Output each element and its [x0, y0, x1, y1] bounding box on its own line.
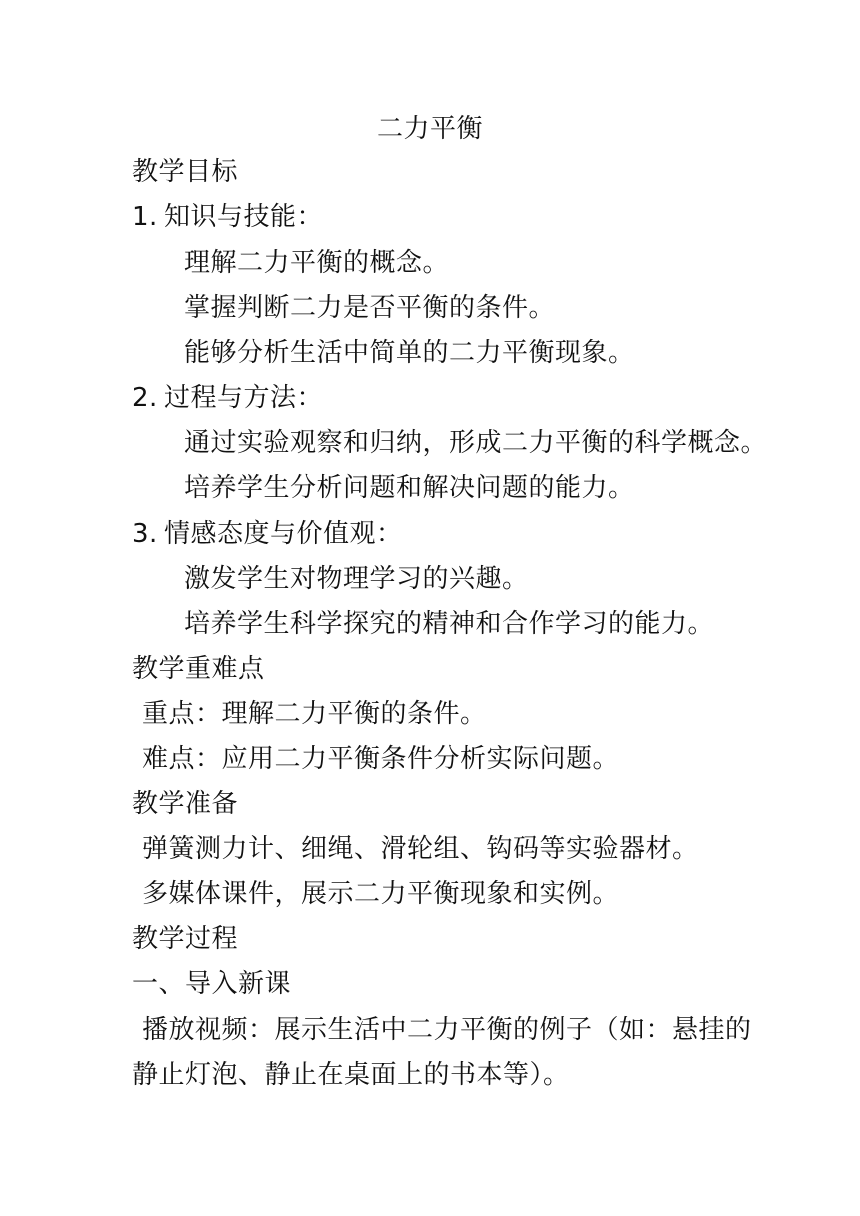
objective-3-label: 情感态度与价值观： — [164, 519, 403, 549]
objective-3-number: 3. — [132, 519, 158, 549]
process-subheading: 一、导入新课 — [132, 969, 292, 999]
key-points-heading: 教学重难点 — [132, 654, 265, 684]
objective-1-number: 1. — [132, 202, 158, 232]
objective-1-heading — [132, 200, 323, 234]
key-point-difficulty: 难点：应用二力平衡条件分析实际问题。 — [142, 744, 620, 774]
preparation-heading: 教学准备 — [132, 789, 239, 819]
preparation-line-2: 多媒体课件，展示二力平衡现象和实例。 — [142, 879, 620, 909]
objective-2-point-1: 通过实验观察和归纳，形成二力平衡的科学概念。 — [184, 428, 768, 458]
objective-1-point-1: 理解二力平衡的概念。 — [184, 248, 450, 278]
objective-1-point-2: 掌握判断二力是否平衡的条件。 — [184, 293, 556, 323]
key-point-emphasis: 重点：理解二力平衡的条件。 — [142, 699, 487, 729]
process-heading: 教学过程 — [132, 924, 239, 954]
objective-2-number: 2. — [132, 383, 158, 413]
objective-1-point-3: 能够分析生活中简单的二力平衡现象。 — [184, 338, 635, 368]
objective-2-heading — [132, 381, 323, 415]
process-line-2: 静止灯泡、静止在桌面上的书本等）。 — [132, 1060, 570, 1090]
objective-1-label: 知识与技能： — [164, 202, 324, 232]
objective-3-point-2: 培养学生科学探究的精神和合作学习的能力。 — [184, 609, 715, 639]
process-line-1: 播放视频：展示生活中二力平衡的例子（如：悬挂的 — [142, 1015, 752, 1045]
objective-2-label: 过程与方法： — [164, 383, 324, 413]
objectives-heading: 教学目标 — [132, 157, 239, 187]
document-title: 二力平衡 — [376, 114, 483, 144]
objective-2-point-2: 培养学生分析问题和解决问题的能力。 — [184, 473, 635, 503]
preparation-line-1: 弹簧测力计、细绳、滑轮组、钩码等实验器材。 — [142, 834, 699, 864]
objective-3-point-1: 激发学生对物理学习的兴趣。 — [184, 564, 529, 594]
objective-3-heading — [132, 517, 403, 551]
